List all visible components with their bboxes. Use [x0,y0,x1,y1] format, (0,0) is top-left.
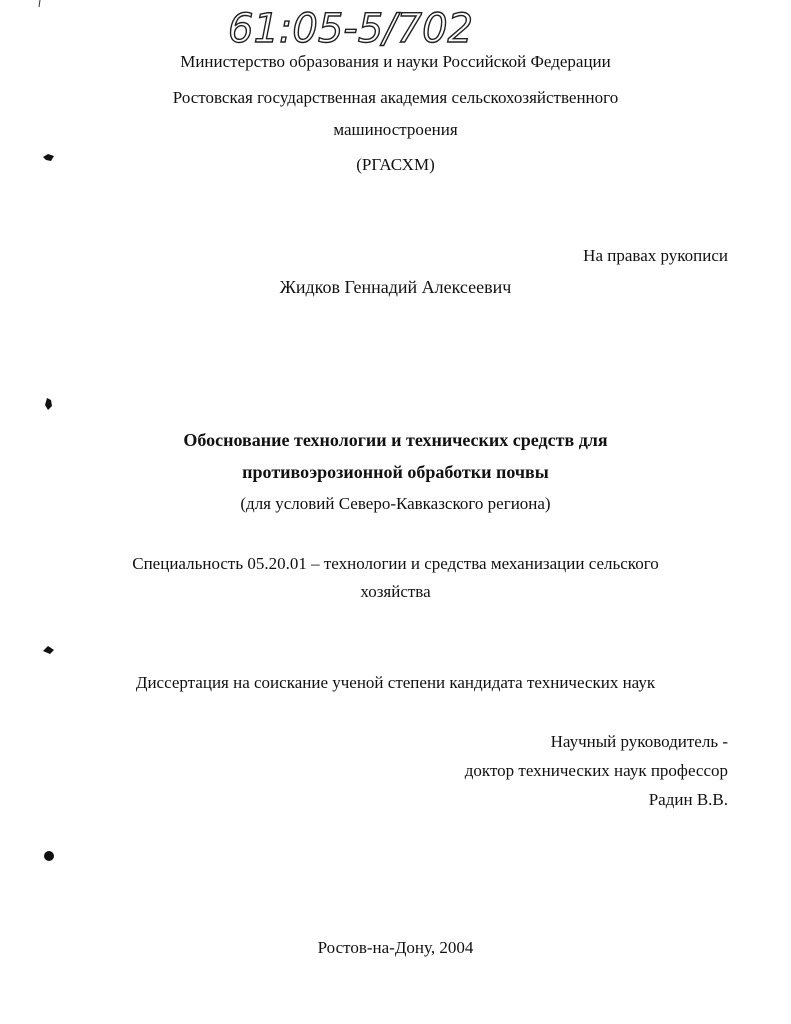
academy-line-cont: машиностроения [333,120,458,139]
archive-number: 61:05-5/702 [228,6,473,50]
dissertation-subtitle: (для условий Северо-Кавказского региона) [240,494,551,513]
supervisor-role: Научный руководитель - [550,732,728,751]
scan-mark [42,644,56,656]
academy-abbreviation: (РГАСХМ) [356,155,435,174]
scan-speck [38,0,42,8]
scan-mark [42,151,56,163]
supervisor-name: Радин В.В. [648,790,728,809]
archive-number-handwritten [228,2,548,50]
scan-mark [42,398,56,410]
academy-line: Ростовская государственная академия сельскохозяйственного [172,88,619,107]
scan-mark [43,850,57,862]
dissertation-title-line1: Обоснование технологии и технических средств для [183,430,608,450]
specialty-line2: хозяйства [360,582,431,601]
place-and-year: Ростов-на-Дону, 2004 [317,938,474,957]
author-name: Жидков Геннадий Алексеевич [279,277,512,297]
degree-statement: Диссертация на соискание ученой степени кандидата технических наук [135,673,656,692]
dissertation-title-line2: противоэрозионной обработки почвы [242,462,549,482]
specialty-line1: Специальность 05.20.01 – технологии и средства механизации сельского [132,554,659,573]
ministry-line: Министерство образования и науки Российской Федерации [180,52,611,71]
supervisor-degree: доктор технических наук профессор [464,761,728,780]
rights-notice: На правах рукописи [583,246,728,265]
